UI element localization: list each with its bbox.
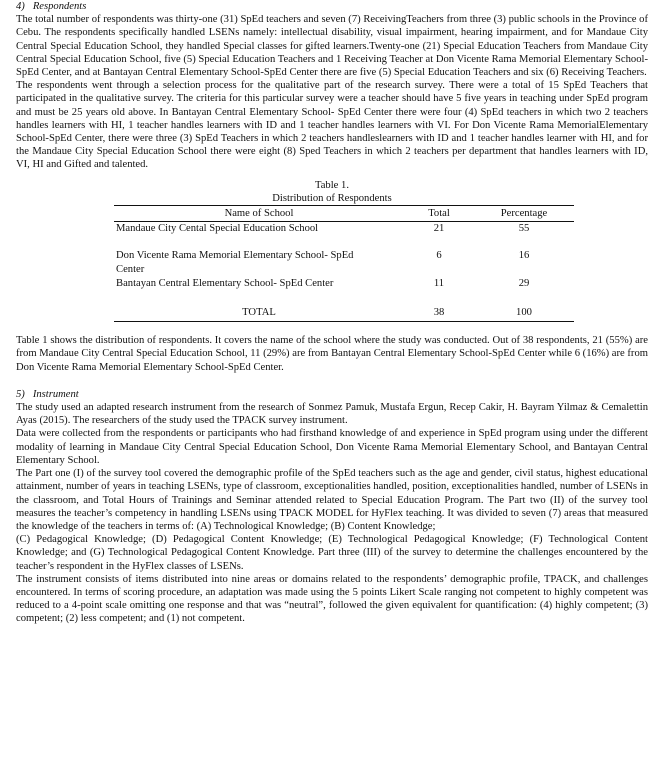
percentage-cell: 29	[518, 277, 530, 289]
section-title: Respondents	[32, 1, 87, 12]
table-row	[114, 222, 574, 250]
table-total-row	[114, 300, 574, 322]
total-cell: 21	[433, 223, 445, 235]
table-header-row	[114, 206, 574, 222]
section-5	[16, 388, 648, 626]
instrument-paragraph-5: The instrument consists of items distributed into nine areas or domains related to the respondents’ demographic profile, TPACK, and challenges encountered. In terms of scoring procedure, an adaptation was made using the 5 points Likert Scale ranging not competent to highly competent was reduced to a 4-point scale omitting one response and that was “neutral”, followed the given equivalent for quantification: (4) highly competent; (3) competent; (2) less competent; and (1) not competent.	[16, 573, 648, 625]
section-5-heading	[16, 388, 648, 401]
instrument-paragraph-4: (C) Pedagogical Knowledge; (D) Pedagogical Content Knowledge; (E) Technological Pedagogical Knowledge; (F) Technological Content Knowledge; and (G) Technological Pedagogical Content Knowledge. Part three (III) of the survey to determine the challenges encountered by the teacher’s respondent in the HyFlex classes of LSENs.	[16, 534, 648, 572]
instrument-paragraph-1: The study used an adapted research instrument from the research of Sonmez Pamuk, Mustafa Ergun, Recep Cakir, H. Bayram Yilmaz & Cemalettin Ayas (2015). The researchers of the study used the TPACK survey instrument.	[16, 402, 648, 427]
total-cell: 38	[404, 300, 474, 322]
percentage-cell: 100	[474, 300, 574, 322]
table-row	[114, 277, 574, 300]
respondents-paragraph-2: The respondents went through a selection process for the qualitative part of the research survey. There were a total of 15 SpEd Teachers that participated in the qualitative survey. The criteria for this particular survey were a teacher should have 5 five years in teaching under SpEd program and must be 25 years old above. In Bantayan Central Elementary School- SpEd Center there were four (4) SpEd teachers in which two 2 teachers handles learners with HI, 1 teacher handles learners with ID and 1 teacher handles learners with VI. For Don Vicente Rama MemorialElementary School-SpEd Center, there were three (3) SpEd Teachers in which 2 teachers handleslearners with ID and 1 teacher handles learner with HI, and for the Mandaue City Special Education School there were eight (8) Sped Teachers in which 2 teachers per department that handles learners with ID, VI, HI and Gifted and talented.	[16, 80, 648, 171]
table-row	[114, 249, 574, 276]
table-caption: Distribution of Respondents	[272, 192, 392, 204]
table-label: Table 1.	[315, 179, 349, 191]
total-cell: 11	[433, 277, 445, 289]
section-number: 4)	[16, 1, 25, 12]
table-summary-paragraph: Table 1 shows the distribution of respondents. It covers the name of the school where the study was conducted. Out of 38 respondents, 21 (55%) are from Mandaue City Central Special Education School, 11 (29%) are from Bantayan Central Elementary School-SpEd Center while 6 (16%) are from Don Vicente Rama Memorial Elementary School-SpEd Center.	[16, 335, 648, 373]
column-header: Percentage	[474, 206, 574, 222]
distribution-table	[114, 205, 574, 322]
table-1-block	[16, 179, 648, 323]
percentage-cell: 16	[518, 250, 530, 262]
percentage-cell: 55	[518, 223, 530, 235]
school-name-cell: Don Vicente Rama Memorial Elementary School- SpEd Center	[116, 250, 354, 275]
column-header: Total	[404, 206, 474, 222]
instrument-paragraph-3: The Part one (I) of the survey tool covered the demographic profile of the SpEd teachers such as the age and gender, civil status, highest educational attainment, number of years in teaching LSENs, type of classroom, exceptionalities handled, position, exceptionalities handled, number of LSENs in the classroom, and Total Hours of Trainings and Seminar attended related to Special Education Program. The Part two (II) of the survey tool measures the teacher’s competency in handling LSENs using TPACK MODEL for HyFlex teaching. It was divided to seven (7) areas that measured the knowledge of the teachers in terms of: (A) Technological Knowledge; (B) Content Knowledge;	[16, 468, 648, 532]
total-label-cell: TOTAL	[114, 300, 404, 322]
school-name-cell: Bantayan Central Elementary School- SpEd Center	[116, 277, 334, 289]
instrument-paragraph-2: Data were collected from the respondents or participants who had firsthand knowledge of and experience in SpEd program using under the different modality of learning in Mandaue City Central Special Education School, Don Vicente Rama Memorial Elementary School, and Bantayan Central Elementary School.	[16, 428, 648, 466]
column-header: Name of School	[114, 206, 404, 222]
section-title: Instrument	[32, 388, 79, 400]
section-number: 5)	[16, 388, 25, 400]
respondents-paragraph-1: The total number of respondents was thirty-one (31) SpEd teachers and seven (7) ReceivingTeachers from three (3) public schools in the Province of Cebu. The respondents specifically handled LSENs namely: intellectual disability, visual impairment, hearing impairment, and for Mandaue City Central Special Education School, they handled Special classes for gifted learners.Twenty-one (21) Special Education Teachers from Mandaue City Central Special Education School, five (5) Special Education Teachers and 1 Receiving Teacher at Don Vicente Rama Memorial Elementary School- SpEd Center, and at Bantayan Central Elementary School-SpEd Center there are five (5) Special Education Teachers and six (6) Receiving Teachers.	[16, 14, 648, 79]
school-name-cell: Mandaue City Cental Special Education School	[116, 223, 319, 235]
total-cell: 6	[436, 250, 442, 262]
section-4-heading	[16, 0, 648, 13]
